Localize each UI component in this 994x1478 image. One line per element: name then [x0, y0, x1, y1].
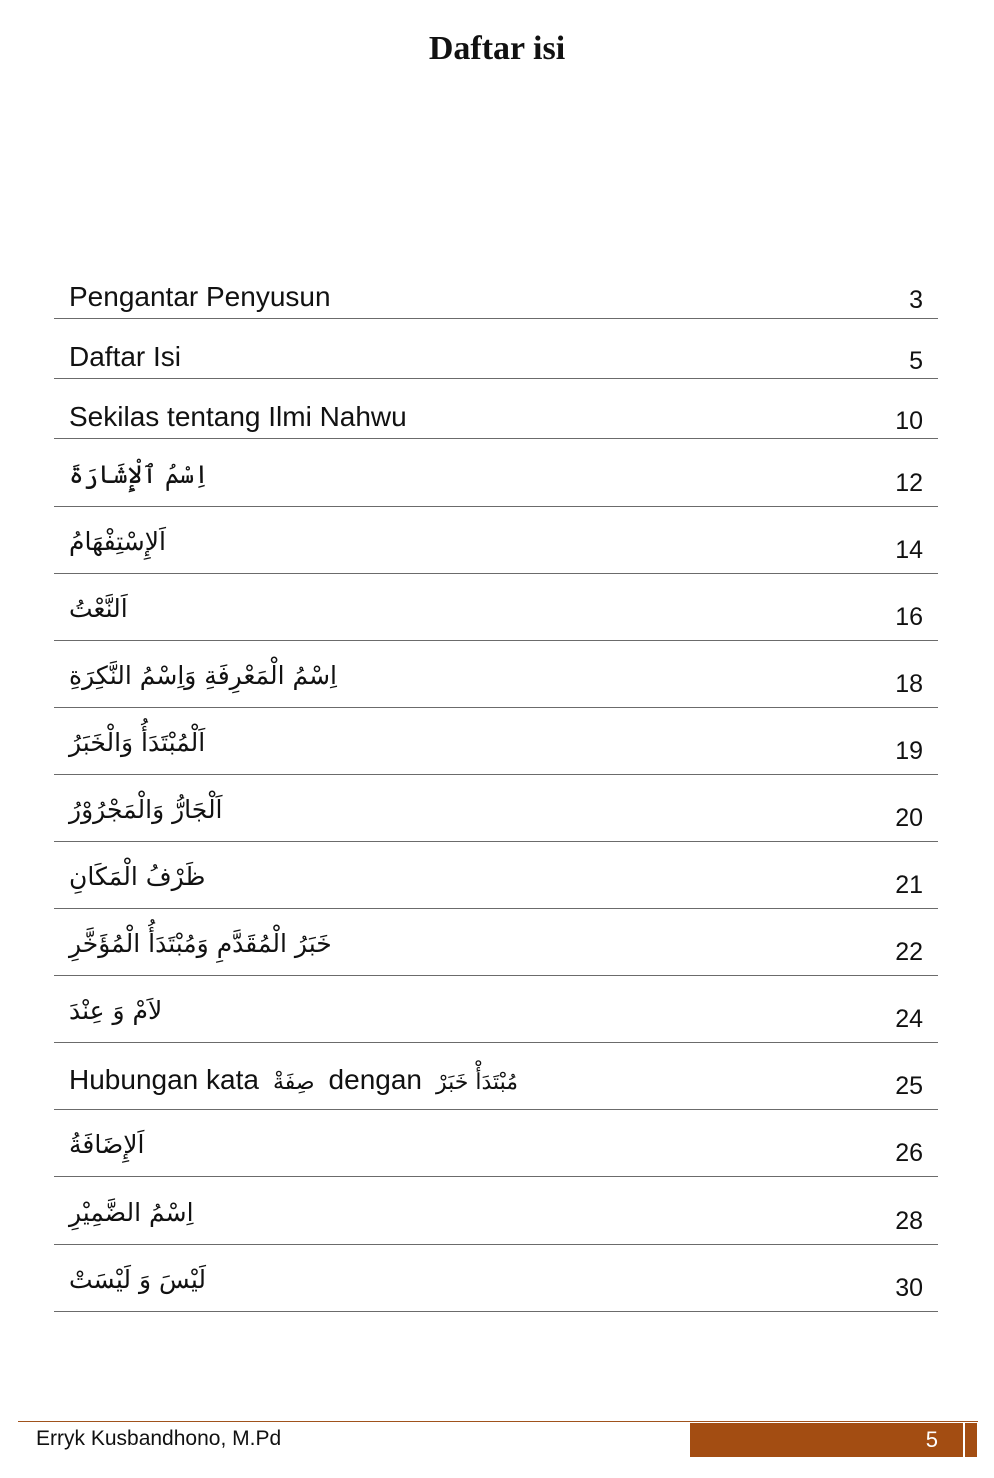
toc-entry-page: 16 [895, 603, 923, 631]
toc-row[interactable] [54, 341, 938, 379]
toc-entry-label: Daftar Isi [69, 341, 182, 372]
toc-entry-page: 21 [895, 871, 923, 899]
toc-entry-label: Sekilas tentang Ilmi Nahwu [69, 401, 407, 432]
toc-entry-page: 18 [895, 670, 923, 698]
toc-row[interactable] [54, 590, 938, 641]
toc-row[interactable] [54, 858, 938, 909]
toc-entry-page: 19 [895, 737, 923, 765]
toc-entry-page: 10 [895, 407, 923, 435]
toc-entry-page: 14 [895, 536, 923, 564]
toc-entry-label: اِسْمُ الضَّمِيْرِ [69, 1198, 194, 1227]
toc-row[interactable] [54, 1194, 938, 1245]
toc-row[interactable] [54, 992, 938, 1043]
toc-entry-page: 22 [895, 938, 923, 966]
toc-entry-page: 26 [895, 1139, 923, 1167]
toc-row[interactable] [54, 1059, 938, 1110]
footer-page-box [690, 1423, 963, 1457]
toc-entry-label: لاَمْ وَ عِنْدَ [69, 996, 163, 1025]
toc-row[interactable] [54, 456, 938, 507]
page-title: Daftar isi [428, 30, 566, 67]
toc-entry-page: 3 [909, 286, 923, 314]
toc-row[interactable] [54, 1126, 938, 1177]
toc-row[interactable] [54, 791, 938, 842]
footer-author: Erryk Kusbandhono, M.Pd [36, 1427, 282, 1450]
toc-row[interactable] [54, 1261, 938, 1312]
toc-entry-label: اَلْمُبْتَدَأُ وَالْخَبَرُ [69, 728, 206, 757]
toc-entry-label [69, 1064, 532, 1096]
footer-divider [18, 1421, 978, 1422]
toc-entry-label-mid: dengan [328, 1064, 422, 1095]
toc-entry-label-prefix: Hubungan kata [69, 1064, 259, 1095]
toc-entry-page: 28 [895, 1207, 923, 1235]
toc-entry-page: 12 [895, 469, 923, 497]
toc-entry-page: 30 [895, 1274, 923, 1302]
toc-entry-label: اِسْمُ ٱلْإِشَارَةَ [69, 460, 209, 489]
toc-entry-label: لَيْسَ وَ لَيْسَتْ [69, 1265, 207, 1294]
toc-entry-label-arabic: صِفَةْ [272, 1070, 315, 1095]
footer-page-box-edge [965, 1423, 977, 1457]
toc-entry-label: اَلإِسْتِفْهَامُ [69, 527, 166, 556]
toc-entry-label: اَلإِضَافَةُ [69, 1130, 145, 1159]
toc-entry-label-arabic: مُبْتَدَأْ خَبَرْ [435, 1070, 519, 1095]
toc-entry-page: 24 [895, 1005, 923, 1033]
toc-row[interactable] [54, 281, 938, 319]
toc-entry-label: اَلنَّعْتُ [69, 594, 128, 623]
toc-row[interactable] [54, 925, 938, 976]
toc-row[interactable] [54, 657, 938, 708]
toc-row[interactable] [54, 523, 938, 574]
toc-entry-label: خَبَرُ الْمُقَدَّمِ وَمُبْتَدَأُ الْمُؤَخَّرِ [69, 929, 332, 958]
toc-row[interactable] [54, 401, 938, 439]
toc-entry-label: اَلْجَارُّ وَالْمَجْرُوْرُ [69, 795, 223, 824]
toc-row[interactable] [54, 724, 938, 775]
toc-entry-label: ظَرْفُ الْمَكَانِ [69, 862, 206, 891]
toc-entry-label: Pengantar Penyusun [69, 281, 331, 312]
footer-page-number: 5 [925, 1427, 938, 1452]
toc-entry-label: اِسْمُ الْمَعْرِفَةِ وَاِسْمُ النَّكِرَةِ [69, 661, 338, 690]
toc-entry-page: 25 [895, 1072, 923, 1100]
toc-entry-page: 20 [895, 804, 923, 832]
toc-entry-page: 5 [909, 347, 923, 375]
